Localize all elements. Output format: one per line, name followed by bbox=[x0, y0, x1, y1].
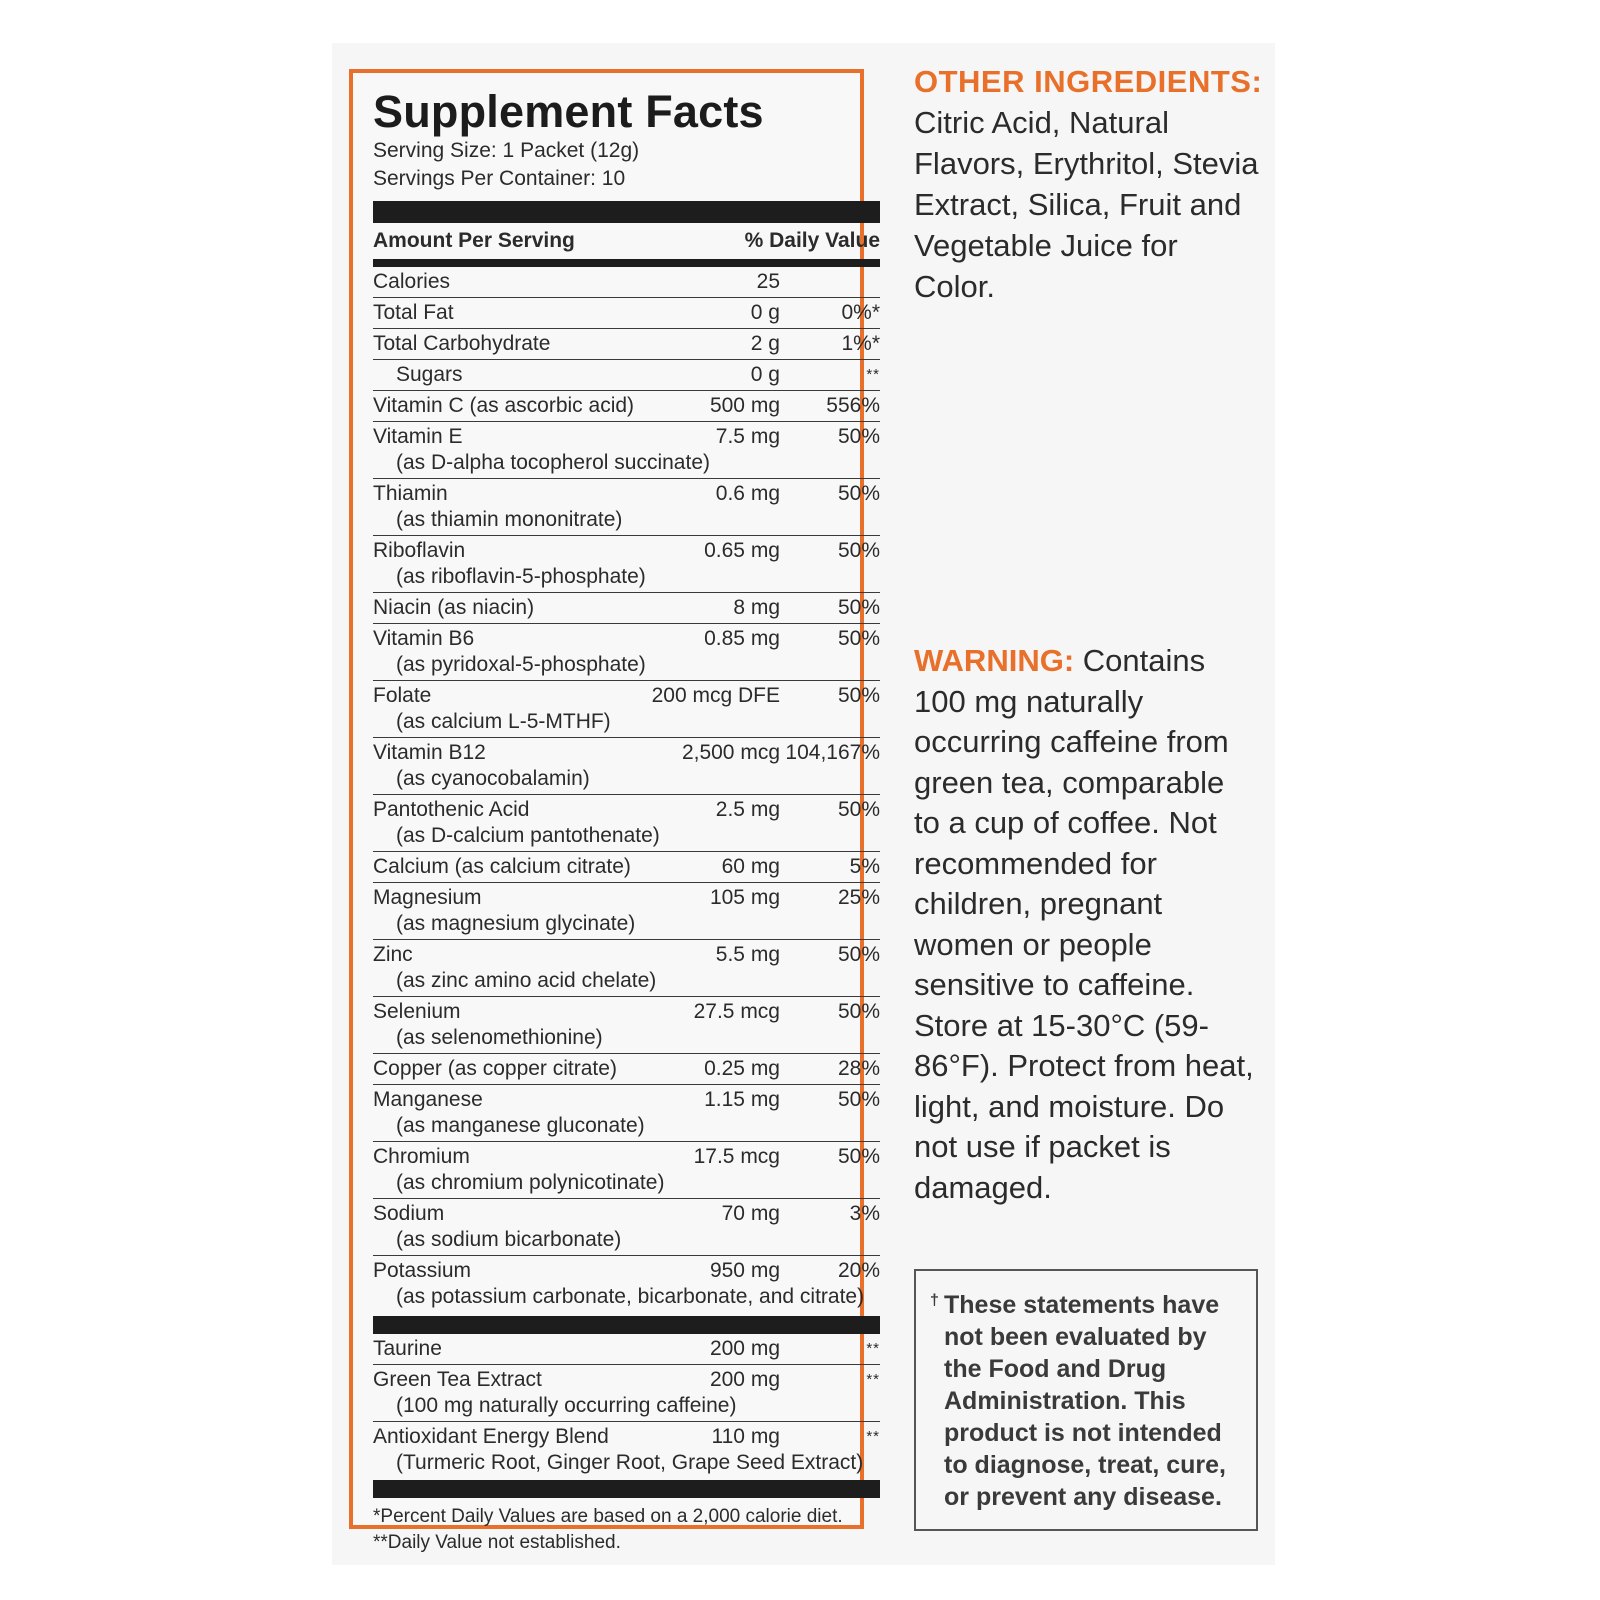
nutrient-row bbox=[373, 1085, 880, 1142]
nutrient-name: Folate bbox=[373, 684, 432, 707]
fda-disclaimer-text: These statements have not been evaluated by the Food and Drug Administration. This product is not intended to diagnose, treat, cure, or prevent any disease. bbox=[944, 1291, 1227, 1511]
nutrient-daily-value: ** bbox=[866, 1340, 880, 1357]
nutrient-amount: 5.5 mg bbox=[715, 943, 780, 966]
nutrient-daily-value bbox=[780, 269, 880, 295]
nutrient-daily-value: 50% bbox=[837, 482, 880, 505]
nutrient-name: Sodium bbox=[373, 1202, 445, 1225]
nutrient-daily-value: 1%* bbox=[841, 332, 880, 355]
nutrient-name: Sugars bbox=[396, 363, 463, 386]
servings-per-container: Servings Per Container: 10 bbox=[373, 167, 626, 190]
nutrient-row bbox=[373, 360, 880, 391]
nutrient-source: (as sodium bicarbonate) bbox=[396, 1228, 622, 1251]
nutrient-source: (as potassium carbonate, bicarbonate, and citrate) bbox=[396, 1285, 865, 1308]
nutrient-row bbox=[373, 479, 880, 536]
nutrient-daily-value: 50% bbox=[837, 425, 880, 448]
other-ingredient-rows bbox=[373, 1334, 880, 1478]
nutrient-row bbox=[373, 624, 880, 681]
serving-size: Serving Size: 1 Packet (12g) bbox=[373, 139, 640, 162]
nutrient-daily-value: 20% bbox=[837, 1259, 880, 1282]
nutrient-amount: 2,500 mcg bbox=[681, 741, 780, 764]
nutrient-amount: 7.5 mg bbox=[715, 425, 780, 448]
nutrient-amount: 2 g bbox=[750, 332, 780, 355]
nutrient-row bbox=[373, 422, 880, 479]
nutrient-source: (as calcium L-5-MTHF) bbox=[396, 710, 611, 733]
nutrient-daily-value: 0%* bbox=[841, 301, 880, 324]
footnote-daily-values: *Percent Daily Values are based on a 2,000 calorie diet. bbox=[373, 1506, 843, 1527]
nutrient-source: (as D-calcium pantothenate) bbox=[396, 824, 660, 847]
nutrient-name: Total Fat bbox=[373, 301, 454, 324]
divider-bar-header bbox=[373, 259, 880, 267]
nutrient-name: Manganese bbox=[373, 1088, 483, 1111]
nutrient-source: (as riboflavin-5-phosphate) bbox=[396, 565, 646, 588]
nutrient-daily-value: 50% bbox=[837, 539, 880, 562]
daily-value-header: % Daily Value bbox=[744, 229, 880, 252]
nutrient-amount: 200 mg bbox=[709, 1368, 780, 1391]
supplement-facts-box bbox=[349, 69, 880, 1553]
nutrient-amount: 17.5 mcg bbox=[693, 1145, 780, 1168]
nutrient-amount: 25 bbox=[756, 270, 780, 293]
nutrient-daily-value: 50% bbox=[837, 627, 880, 650]
nutrient-name: Vitamin B6 bbox=[373, 627, 475, 650]
nutrient-amount: 0.25 mg bbox=[704, 1057, 780, 1080]
nutrient-daily-value: ** bbox=[866, 1428, 880, 1445]
nutrient-amount: 0 g bbox=[750, 363, 780, 386]
nutrient-amount: 105 mg bbox=[709, 886, 780, 909]
nutrient-daily-value: 556% bbox=[826, 394, 880, 417]
nutrient-row bbox=[373, 738, 880, 795]
nutrient-row bbox=[373, 329, 880, 360]
nutrient-name: Calories bbox=[373, 270, 451, 293]
nutrient-amount: 1.15 mg bbox=[704, 1088, 780, 1111]
nutrient-row bbox=[373, 997, 880, 1054]
nutrient-amount: 60 mg bbox=[721, 855, 780, 878]
nutrient-row bbox=[373, 852, 880, 883]
nutrient-amount: 27.5 mcg bbox=[693, 1000, 780, 1023]
nutrient-daily-value: 104,167% bbox=[785, 741, 880, 764]
footnote-not-established: **Daily Value not established. bbox=[373, 1532, 621, 1553]
dagger-mark: † bbox=[930, 1292, 939, 1309]
nutrient-daily-value: 50% bbox=[837, 1000, 880, 1023]
fda-disclaimer bbox=[930, 1289, 1242, 1513]
nutrient-source: (as selenomethionine) bbox=[396, 1026, 603, 1049]
nutrient-source: (as manganese gluconate) bbox=[396, 1114, 645, 1137]
nutrient-source: (as magnesium glycinate) bbox=[396, 912, 636, 935]
nutrient-row bbox=[373, 795, 880, 852]
nutrient-amount: 200 mcg DFE bbox=[651, 684, 780, 707]
nutrient-daily-value: 50% bbox=[837, 798, 880, 821]
warning-text: Contains 100 mg naturally occurring caffeine from green tea, comparable to a cup of coffee. Not recommended for children, pregnant women or people sensitive to caffeine. Store at 15-30°C (59-86°F). Protect from heat, light, and moisture. Do not use if packet is damaged. bbox=[914, 643, 1254, 1205]
nutrient-amount: 0 g bbox=[750, 301, 780, 324]
nutrient-source: (Turmeric Root, Ginger Root, Grape Seed Extract) bbox=[396, 1451, 864, 1474]
nutrient-daily-value: ** bbox=[866, 366, 880, 383]
nutrient-name: Chromium bbox=[373, 1145, 470, 1168]
nutrient-daily-value: 50% bbox=[837, 596, 880, 619]
nutrient-amount: 200 mg bbox=[709, 1337, 780, 1360]
nutrient-row bbox=[373, 298, 880, 329]
nutrient-name: Taurine bbox=[373, 1337, 442, 1360]
nutrient-name: Green Tea Extract bbox=[373, 1368, 542, 1391]
nutrient-row bbox=[373, 1365, 880, 1422]
nutrient-daily-value: 28% bbox=[837, 1057, 880, 1080]
nutrient-amount: 500 mg bbox=[709, 394, 780, 417]
nutrient-name: Riboflavin bbox=[373, 539, 466, 562]
footnotes bbox=[373, 1504, 880, 1556]
table-header bbox=[373, 223, 880, 259]
other-ingredients-text: Citric Acid, Natural Flavors, Erythritol, Stevia Extract, Silica, Fruit and Vegetable Juice for Color. bbox=[914, 105, 1259, 304]
nutrient-name: Copper (as copper citrate) bbox=[373, 1057, 617, 1080]
nutrient-name: Vitamin C (as ascorbic acid) bbox=[373, 394, 635, 417]
nutrient-rows bbox=[373, 267, 880, 1312]
nutrient-source: (as zinc amino acid chelate) bbox=[396, 969, 657, 992]
divider-bar-bottom bbox=[373, 1480, 880, 1498]
nutrient-daily-value: 50% bbox=[837, 943, 880, 966]
nutrient-row bbox=[373, 681, 880, 738]
nutrient-source: (as cyanocobalamin) bbox=[396, 767, 590, 790]
nutrient-row bbox=[373, 1256, 880, 1312]
nutrient-row bbox=[373, 1199, 880, 1256]
nutrient-source: (as pyridoxal-5-phosphate) bbox=[396, 653, 646, 676]
nutrient-daily-value: 25% bbox=[837, 886, 880, 909]
nutrient-amount: 70 mg bbox=[721, 1202, 780, 1225]
nutrient-row bbox=[373, 267, 880, 298]
nutrient-source: (as thiamin mononitrate) bbox=[396, 508, 623, 531]
nutrient-source: (as chromium polynicotinate) bbox=[396, 1171, 665, 1194]
nutrient-daily-value: 50% bbox=[837, 1145, 880, 1168]
warning-block bbox=[914, 641, 1254, 1208]
nutrient-name: Calcium (as calcium citrate) bbox=[373, 855, 631, 878]
nutrient-name: Vitamin E bbox=[373, 425, 463, 448]
divider-bar-top bbox=[373, 201, 880, 223]
nutrient-amount: 2.5 mg bbox=[715, 798, 780, 821]
supplement-facts-content bbox=[373, 87, 880, 1556]
nutrient-name: Pantothenic Acid bbox=[373, 798, 530, 821]
nutrient-row bbox=[373, 940, 880, 997]
nutrient-name: Zinc bbox=[373, 943, 413, 966]
nutrient-row bbox=[373, 883, 880, 940]
supplement-facts-title: Supplement Facts bbox=[373, 86, 764, 137]
nutrient-daily-value: 50% bbox=[837, 1088, 880, 1111]
nutrient-row bbox=[373, 1142, 880, 1199]
nutrient-row bbox=[373, 391, 880, 422]
nutrient-row bbox=[373, 536, 880, 593]
nutrient-amount: 0.65 mg bbox=[704, 539, 780, 562]
nutrient-amount: 0.6 mg bbox=[715, 482, 780, 505]
nutrient-amount: 0.85 mg bbox=[704, 627, 780, 650]
nutrient-daily-value: 3% bbox=[849, 1202, 880, 1225]
nutrient-daily-value: 50% bbox=[837, 684, 880, 707]
nutrient-row bbox=[373, 1054, 880, 1085]
nutrient-name: Antioxidant Energy Blend bbox=[373, 1425, 609, 1448]
nutrient-name: Total Carbohydrate bbox=[373, 332, 551, 355]
nutrient-source: (as D-alpha tocopherol succinate) bbox=[396, 451, 710, 474]
fda-disclaimer-box bbox=[914, 1269, 1258, 1531]
nutrient-name: Selenium bbox=[373, 1000, 461, 1023]
nutrient-row bbox=[373, 593, 880, 624]
nutrient-source: (100 mg naturally occurring caffeine) bbox=[396, 1394, 737, 1417]
nutrient-amount: 8 mg bbox=[733, 596, 780, 619]
nutrient-name: Magnesium bbox=[373, 886, 482, 909]
nutrient-daily-value: ** bbox=[866, 1371, 880, 1388]
nutrient-row bbox=[373, 1334, 880, 1365]
nutrient-name: Niacin (as niacin) bbox=[373, 596, 535, 619]
divider-bar-mid bbox=[373, 1316, 880, 1334]
amount-per-serving-header: Amount Per Serving bbox=[373, 229, 575, 252]
nutrient-amount: 950 mg bbox=[709, 1259, 780, 1282]
warning-label: WARNING: bbox=[914, 643, 1075, 678]
nutrient-name: Thiamin bbox=[373, 482, 448, 505]
nutrient-daily-value: 5% bbox=[849, 855, 880, 878]
nutrient-amount: 110 mg bbox=[711, 1425, 780, 1448]
nutrient-name: Vitamin B12 bbox=[373, 741, 486, 764]
nutrient-row bbox=[373, 1422, 880, 1478]
other-ingredients-title: OTHER INGREDIENTS: bbox=[914, 64, 1263, 99]
nutrient-name: Potassium bbox=[373, 1259, 472, 1282]
